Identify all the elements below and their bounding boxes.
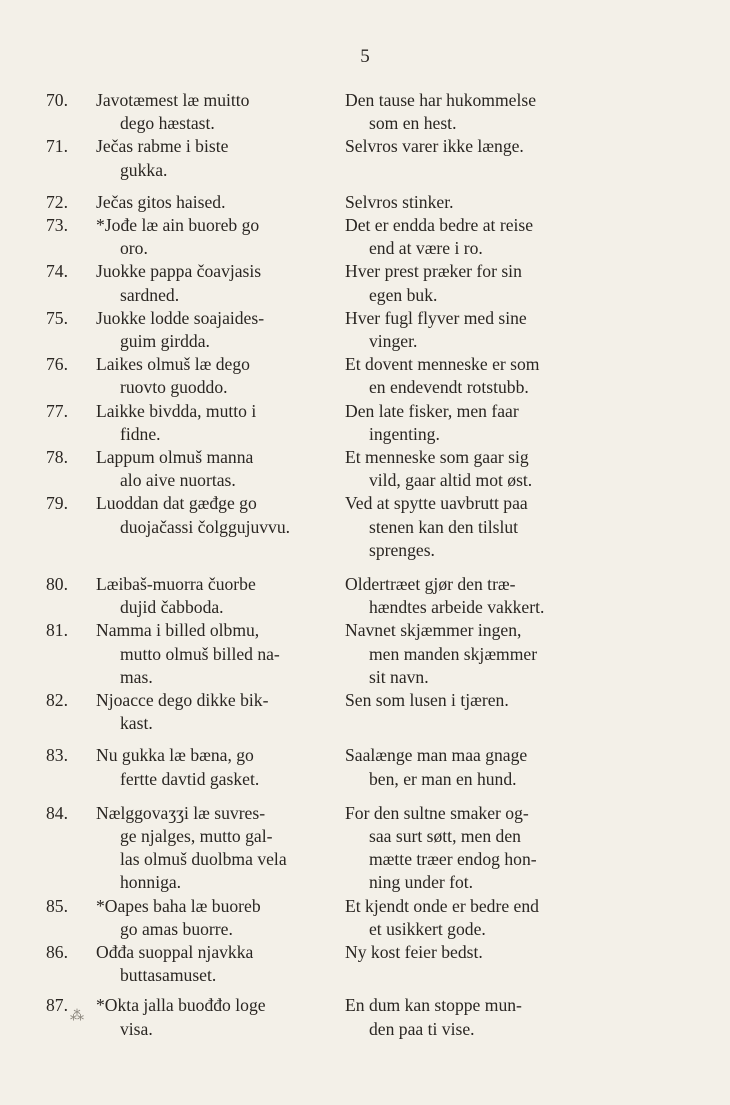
entry-number: 78.: [46, 447, 68, 467]
entry-number: 77.: [46, 400, 68, 421]
sami-line: go amas buorre.: [120, 918, 233, 939]
sami-proverb: [96, 895, 328, 941]
entry-number: 71.: [46, 136, 68, 157]
sami-line: ruovto guoddo.: [120, 377, 228, 398]
sami-line: Ječas gitos haised.: [96, 191, 226, 212]
entry-number: 87.: [46, 995, 68, 1016]
norwegian-translation: [345, 89, 635, 135]
sami-proverb: [96, 492, 328, 538]
sami-line: gukka.: [120, 159, 168, 180]
translation-line: Det er endda bedre at reise: [345, 215, 534, 235]
translation-line: vild, gaar altid mot øst.: [369, 470, 533, 491]
sami-line: honniga.: [120, 872, 182, 893]
footer-asterism: ⁂: [70, 1009, 84, 1024]
sami-line: Nu gukka læ bæna, go: [96, 745, 254, 766]
sami-line: oro.: [120, 238, 148, 259]
entry-number: 81.: [46, 620, 68, 641]
sami-line: Luoddan dat gæđge go: [96, 493, 257, 514]
translation-line: Oldertræet gjør den træ-: [345, 574, 516, 594]
translation-line: ning under fot.: [369, 872, 474, 893]
entry-number: 85.: [46, 895, 68, 916]
translation-line: Hver fugl flyver med sine: [345, 307, 527, 328]
translation-line: saa surt søtt, men den: [369, 826, 521, 846]
sami-line: sardned.: [120, 284, 180, 305]
translation-line: Ved at spytte uavbrutt paa: [345, 493, 528, 514]
norwegian-translation: [345, 260, 635, 306]
entry-number: 83.: [46, 745, 68, 766]
norwegian-translation: [345, 446, 635, 492]
entry-number: 82.: [46, 690, 68, 710]
entry-number: 75.: [46, 307, 68, 328]
norwegian-translation: [345, 802, 635, 895]
sami-proverb: [96, 994, 328, 1040]
translation-line: sprenges.: [369, 539, 435, 560]
entry-number: 74.: [46, 261, 68, 282]
norwegian-translation: [345, 400, 635, 446]
translation-line: mætte træer endog hon-: [369, 849, 537, 870]
translation-line: ingenting.: [369, 423, 440, 444]
norwegian-translation: [345, 941, 635, 964]
translation-line: Selvros varer ikke længe.: [345, 136, 524, 157]
sami-line: dego hæstast.: [120, 113, 215, 134]
translation-line: Et dovent menneske er som: [345, 354, 540, 375]
sami-line: kast.: [120, 713, 153, 734]
sami-proverb: [96, 214, 328, 260]
sami-line: las olmuš duolbma vela: [120, 849, 287, 870]
translation-line: en endevendt rotstubb.: [369, 377, 529, 398]
sami-proverb: [96, 135, 328, 181]
entry-number: 86.: [46, 942, 68, 962]
sami-proverb: [96, 689, 328, 735]
sami-proverb: [96, 941, 328, 987]
translation-line: den paa ti vise.: [369, 1018, 475, 1039]
translation-line: end at være i ro.: [369, 238, 483, 259]
sami-proverb: [96, 353, 328, 399]
norwegian-translation: [345, 135, 635, 158]
translation-line: men manden skjæmmer: [369, 643, 538, 664]
translation-line: Selvros stinker.: [345, 191, 454, 212]
entry-number: 73.: [46, 215, 68, 235]
norwegian-translation: [345, 994, 635, 1040]
entry-number: 79.: [46, 493, 68, 514]
sami-line: Juokke lodde soajaides-: [96, 307, 265, 328]
translation-line: Et kjendt onde er bedre end: [345, 895, 539, 916]
translation-line: Navnet skjæmmer ingen,: [345, 620, 522, 641]
sami-line: Juokke pappa čoavjasis: [96, 261, 262, 282]
sami-proverb: [96, 802, 328, 895]
norwegian-translation: [345, 214, 635, 260]
translation-line: Sen som lusen i tjæren.: [345, 690, 509, 710]
norwegian-translation: [345, 353, 635, 399]
sami-line: fidne.: [120, 423, 161, 444]
norwegian-translation: [345, 191, 635, 214]
translation-line: Den late fisker, men faar: [345, 400, 519, 421]
norwegian-translation: [345, 744, 635, 790]
norwegian-translation: [345, 619, 635, 689]
sami-line: Namma i billed olbmu,: [96, 620, 260, 641]
entry-number: 84.: [46, 802, 68, 823]
translation-line: stenen kan den tilslut: [369, 516, 519, 537]
sami-proverb: [96, 744, 328, 790]
translation-line: vinger.: [369, 331, 418, 351]
sami-proverb: [96, 619, 328, 689]
sami-line: mutto olmuš billed na-: [120, 643, 280, 664]
translation-line: et usikkert gode.: [369, 918, 486, 939]
sami-line: visa.: [120, 1018, 153, 1039]
translation-line: Hver prest præker for sin: [345, 261, 522, 282]
sami-line: *Oapes baha læ buoreb: [96, 895, 261, 916]
translation-line: Den tause har hukommelse: [345, 90, 537, 110]
norwegian-translation: [345, 307, 635, 353]
sami-line: mas.: [120, 666, 153, 687]
sami-line: duojačassi čolggujuvvu.: [120, 516, 291, 537]
entry-number: 76.: [46, 354, 68, 375]
sami-line: fertte davtid gasket.: [120, 768, 260, 789]
translation-line: som en hest.: [369, 113, 457, 134]
sami-line: Lappum olmuš manna: [96, 447, 254, 467]
sami-proverb: [96, 573, 328, 619]
sami-line: alo aive nuortas.: [120, 470, 236, 491]
sami-line: Laikke bivdda, mutto i: [96, 400, 257, 421]
sami-line: Nælggovaʒʒi læ suvres-: [96, 802, 266, 823]
sami-line: Javotæmest læ muitto: [96, 90, 250, 110]
sami-proverb: [96, 89, 328, 135]
entry-number: 70.: [46, 90, 68, 110]
sami-line: *Okta jalla buođđo loge: [96, 995, 266, 1016]
page-number: 5: [360, 46, 370, 67]
sami-line: ge njalges, mutto gal-: [120, 826, 273, 846]
sami-line: Njoacce dego dikke bik-: [96, 690, 269, 710]
sami-proverb: [96, 446, 328, 492]
sami-proverb: [96, 400, 328, 446]
translation-line: Et menneske som gaar sig: [345, 447, 529, 467]
translation-line: Saalænge man maa gnage: [345, 745, 528, 766]
norwegian-translation: [345, 573, 635, 619]
norwegian-translation: [345, 689, 635, 712]
norwegian-translation: [345, 895, 635, 941]
translation-line: En dum kan stoppe mun-: [345, 995, 522, 1016]
sami-line: Ođđa suoppal njavkka: [96, 942, 254, 962]
sami-proverb: [96, 260, 328, 306]
sami-line: Ječas rabme i biste: [96, 136, 229, 157]
sami-line: Laikes olmuš læ dego: [96, 354, 250, 375]
entry-number: 80.: [46, 574, 68, 594]
sami-line: buttasamuset.: [120, 965, 217, 986]
sami-line: dujid čabboda.: [120, 597, 224, 618]
entry-number: 72.: [46, 191, 68, 212]
norwegian-translation: [345, 492, 635, 562]
translation-line: hændtes arbeide vakkert.: [369, 597, 545, 618]
translation-line: sit navn.: [369, 666, 429, 687]
translation-line: ben, er man en hund.: [369, 768, 517, 789]
sami-proverb: [96, 191, 328, 214]
sami-line: *Jođe læ ain buoreb go: [96, 215, 260, 235]
translation-line: For den sultne smaker og-: [345, 802, 529, 823]
sami-line: Læibaš-muorra čuorbe: [96, 574, 256, 594]
sami-line: guim girdda.: [120, 331, 210, 351]
translation-line: egen buk.: [369, 284, 438, 305]
sami-proverb: [96, 307, 328, 353]
translation-line: Ny kost feier bedst.: [345, 942, 483, 962]
